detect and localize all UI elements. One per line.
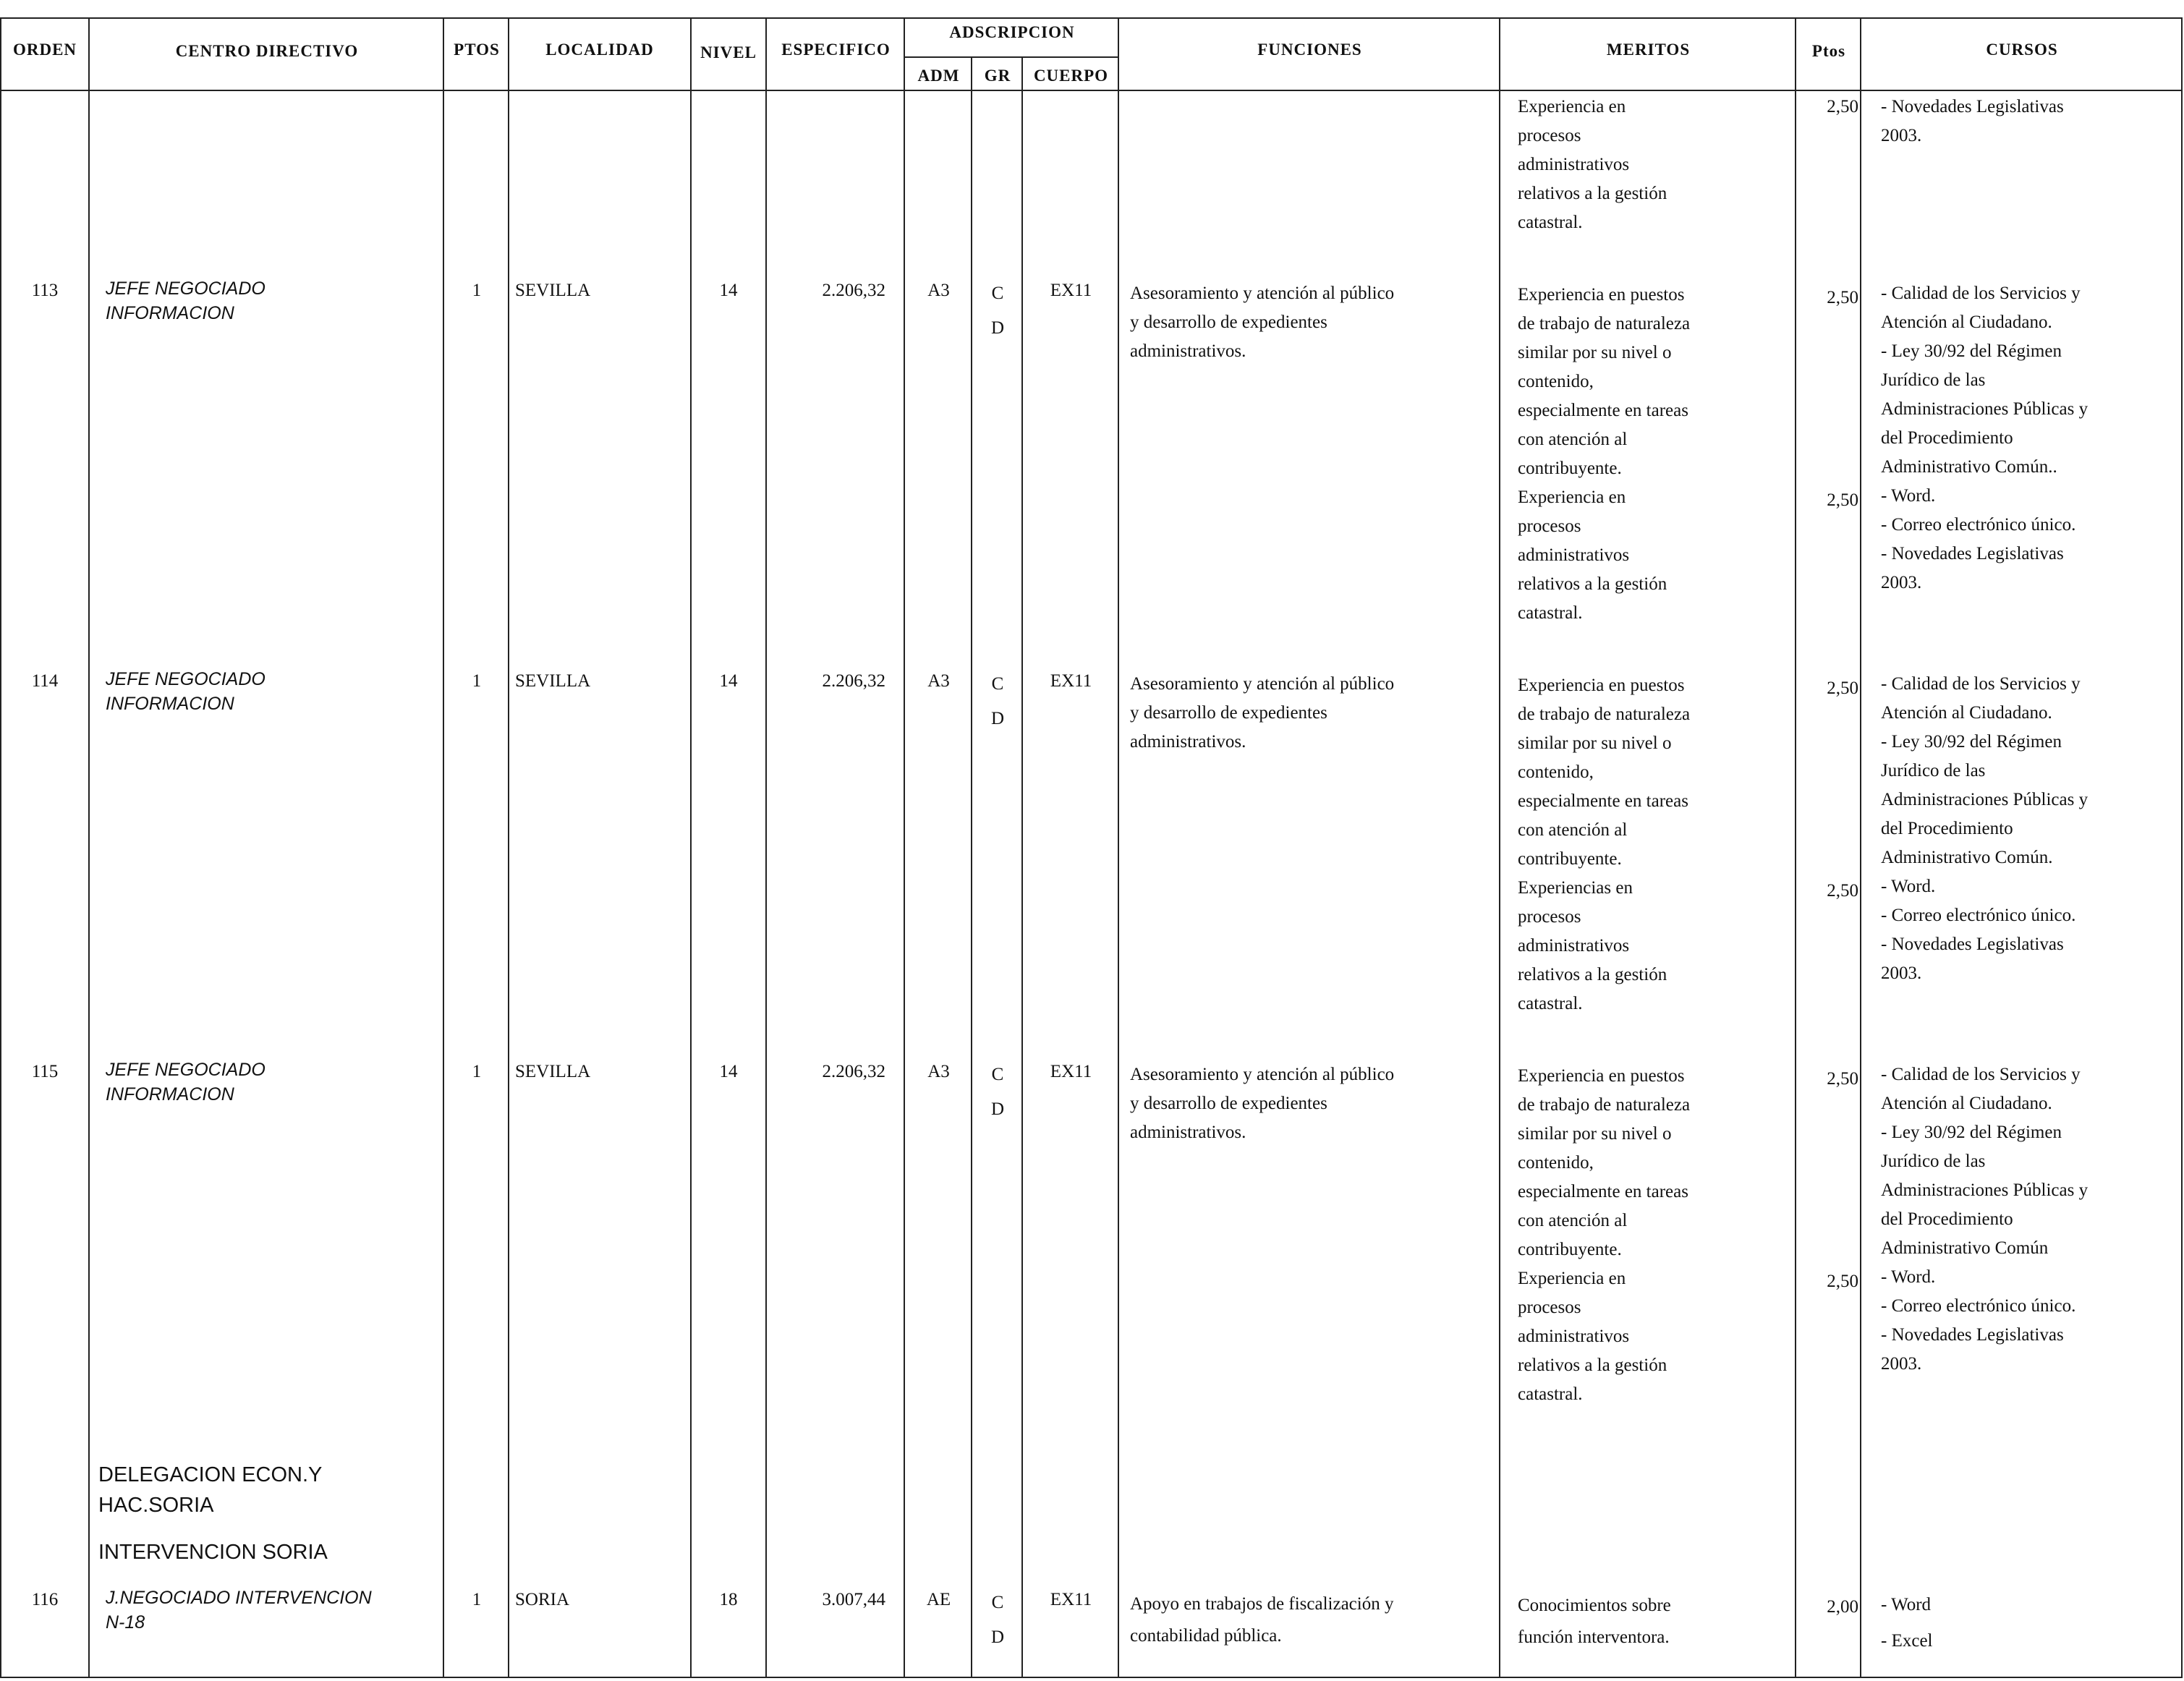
- header-centro: CENTRO DIRECTIVO: [175, 42, 359, 60]
- text-line: relativos a la gestión: [1518, 1356, 1667, 1375]
- ptos-meritos-cell: 2,50: [1827, 881, 1858, 901]
- text-line: y desarrollo de expedientes: [1130, 703, 1327, 723]
- text-line: Experiencia en puestos: [1518, 285, 1685, 305]
- column-border: [2181, 17, 2183, 1678]
- table-top-border: [0, 17, 2183, 19]
- column-border: [508, 17, 509, 1678]
- text-line: - Excel: [1881, 1631, 1933, 1651]
- header-cuerpo: CUERPO: [1033, 67, 1109, 85]
- column-border: [1499, 17, 1500, 1678]
- ptos-meritos-cell: 2,00: [1827, 1597, 1858, 1617]
- text-line: - Novedades Legislativas: [1881, 544, 2064, 563]
- text-line: JEFE NEGOCIADO: [106, 669, 265, 689]
- text-line: Apoyo en trabajos de fiscalización y: [1130, 1594, 1394, 1614]
- header-gr: GR: [984, 67, 1011, 85]
- text-line: de trabajo de naturaleza: [1518, 1095, 1691, 1115]
- text-line: Experiencia en puestos: [1518, 1066, 1685, 1086]
- text-line: procesos: [1518, 126, 1581, 145]
- text-line: y desarrollo de expedientes: [1130, 1094, 1327, 1113]
- text-line: contenido,: [1518, 1153, 1594, 1173]
- nivel-cell: 14: [719, 1062, 738, 1081]
- header-orden: ORDEN: [12, 41, 77, 59]
- ptos-meritos-cell: 2,50: [1827, 678, 1858, 698]
- text-line: y desarrollo de expedientes: [1130, 312, 1327, 332]
- text-line: contribuyente.: [1518, 459, 1622, 478]
- section-delegacion: [98, 1460, 322, 1520]
- centro-cell: [106, 276, 265, 325]
- ptos-meritos-cell: 2,50: [1827, 288, 1858, 307]
- text-line: procesos: [1518, 1298, 1581, 1317]
- ptos-cell: 1: [472, 671, 482, 691]
- header-cursos: CURSOS: [1986, 41, 2058, 59]
- orden-cell: 116: [31, 1590, 59, 1609]
- text-line: especialmente en tareas: [1518, 791, 1688, 811]
- text-line: - Word.: [1881, 486, 1936, 506]
- orden-cell: 114: [31, 671, 59, 691]
- carryover-meritos: [1518, 93, 1667, 237]
- text-line: J.NEGOCIADO INTERVENCION: [106, 1588, 372, 1608]
- gr-cell: [972, 276, 1023, 346]
- especifico-cell: 2.206,32: [822, 1062, 885, 1081]
- nivel-cell: 14: [719, 281, 738, 300]
- table-bottom-border: [0, 1677, 2183, 1678]
- text-line: función interventora.: [1518, 1627, 1670, 1647]
- localidad-cell: SEVILLA: [515, 281, 591, 300]
- especifico-cell: 3.007,44: [822, 1590, 885, 1609]
- text-line: - Calidad de los Servicios y: [1881, 284, 2081, 303]
- text-line: Administrativo Común.: [1881, 848, 2053, 867]
- text-line: especialmente en tareas: [1518, 1182, 1688, 1201]
- text-line: C: [991, 284, 1004, 303]
- text-line: del Procedimiento: [1881, 819, 2013, 838]
- column-border: [1860, 17, 1861, 1678]
- header-adscripcion: ADSCRIPCION: [949, 23, 1075, 41]
- text-line: de trabajo de naturaleza: [1518, 705, 1691, 724]
- text-line: D: [990, 709, 1005, 728]
- text-line: - Correo electrónico único.: [1881, 515, 2076, 535]
- text-line: contribuyente.: [1518, 1240, 1622, 1259]
- text-line: relativos a la gestión: [1518, 574, 1667, 594]
- text-line: contenido,: [1518, 372, 1594, 391]
- text-line: 2003.: [1881, 573, 1922, 592]
- column-border: [690, 17, 692, 1678]
- text-line: con atención al: [1518, 430, 1628, 449]
- ptos-cell: 1: [472, 1590, 482, 1609]
- text-line: catastral.: [1518, 994, 1583, 1013]
- nivel-cell: 14: [719, 671, 738, 691]
- column-border: [1118, 17, 1119, 1678]
- text-line: - Calidad de los Servicios y: [1881, 674, 2081, 694]
- text-line: relativos a la gestión: [1518, 184, 1667, 203]
- header-funciones: FUNCIONES: [1257, 41, 1362, 59]
- text-line: similar por su nivel o: [1518, 733, 1672, 753]
- text-line: - Ley 30/92 del Régimen: [1881, 732, 2062, 752]
- nivel-cell: 18: [719, 1590, 738, 1609]
- text-line: catastral.: [1518, 1384, 1583, 1404]
- text-line: catastral.: [1518, 213, 1583, 232]
- text-line: D: [990, 1099, 1005, 1119]
- text-line: contribuyente.: [1518, 849, 1622, 869]
- text-line: del Procedimiento: [1881, 428, 2013, 448]
- text-line: - Correo electrónico único.: [1881, 906, 2076, 925]
- text-line: C: [991, 674, 1004, 694]
- text-line: - Correo electrónico único.: [1881, 1296, 2076, 1316]
- text-line: 2003.: [1881, 963, 1922, 983]
- especifico-cell: 2.206,32: [822, 671, 885, 691]
- text-line: JEFE NEGOCIADO: [106, 1060, 265, 1080]
- text-line: - Ley 30/92 del Régimen: [1881, 1123, 2062, 1142]
- header-nivel: NIVEL: [700, 43, 757, 61]
- centro-cell: [106, 1057, 265, 1107]
- text-line: Atención al Ciudadano.: [1881, 703, 2052, 723]
- carryover-cursos: [1881, 93, 2064, 150]
- header-meritos: MERITOS: [1606, 41, 1691, 59]
- text-line: Administrativo Común..: [1881, 457, 2057, 477]
- ptos-meritos-cell: 2,50: [1827, 490, 1858, 510]
- text-line: Atención al Ciudadano.: [1881, 1094, 2052, 1113]
- text-line: 2003.: [1881, 126, 1922, 145]
- text-line: - Novedades Legislativas: [1881, 935, 2064, 954]
- text-line: similar por su nivel o: [1518, 1124, 1672, 1144]
- text-line: - Word.: [1881, 1267, 1936, 1287]
- text-line: C: [991, 1593, 1004, 1612]
- header-localidad: LOCALIDAD: [545, 41, 654, 59]
- cursos-cell: [1881, 1060, 2088, 1379]
- ptos-cell: 1: [472, 281, 482, 300]
- text-line: administrativos: [1518, 155, 1630, 174]
- text-line: Asesoramiento y atención al público: [1130, 284, 1395, 303]
- text-line: del Procedimiento: [1881, 1209, 2013, 1229]
- text-line: catastral.: [1518, 603, 1583, 623]
- text-line: INFORMACION: [106, 303, 234, 323]
- text-line: administrativos: [1518, 936, 1630, 956]
- funciones-cell: [1130, 670, 1394, 757]
- localidad-cell: SEVILLA: [515, 671, 591, 691]
- especifico-cell: 2.206,32: [822, 281, 885, 300]
- adm-cell: A3: [927, 671, 950, 691]
- text-line: procesos: [1518, 907, 1581, 927]
- funciones-cell: [1130, 1060, 1394, 1147]
- text-line: de trabajo de naturaleza: [1518, 314, 1691, 333]
- text-line: D: [990, 1627, 1005, 1647]
- text-line: contenido,: [1518, 762, 1594, 782]
- adm-cell: A3: [927, 281, 950, 300]
- header-adm: ADM: [917, 67, 960, 85]
- text-line: Experiencia en puestos: [1518, 676, 1685, 695]
- text-line: Atención al Ciudadano.: [1881, 312, 2052, 332]
- column-border: [443, 17, 444, 1678]
- text-line: JEFE NEGOCIADO: [106, 278, 265, 299]
- text-line: Conocimientos sobre: [1518, 1596, 1671, 1615]
- cursos-cell: [1881, 1587, 1932, 1659]
- text-line: Administrativo Común: [1881, 1238, 2049, 1258]
- meritos-cell: [1518, 1062, 1690, 1409]
- meritos-cell: [1518, 1590, 1671, 1654]
- cuerpo-cell: EX11: [1050, 671, 1092, 691]
- text-line: Experiencia en: [1518, 97, 1626, 116]
- text-line: Experiencia en: [1518, 1269, 1626, 1288]
- text-line: con atención al: [1518, 820, 1628, 840]
- text-line: Administraciones Públicas y: [1881, 1180, 2089, 1200]
- text-line: similar por su nivel o: [1518, 343, 1672, 362]
- localidad-cell: SORIA: [515, 1590, 570, 1609]
- text-line: Jurídico de las: [1881, 761, 1986, 780]
- text-line: Administraciones Públicas y: [1881, 790, 2089, 809]
- ptos-cell: 1: [472, 1062, 482, 1081]
- cursos-cell: [1881, 670, 2088, 988]
- cuerpo-cell: EX11: [1050, 281, 1092, 300]
- column-border: [1795, 17, 1796, 1678]
- carryover-ptos: 2,50: [1827, 97, 1858, 116]
- cursos-cell: [1881, 279, 2088, 597]
- text-line: INFORMACION: [106, 1084, 234, 1105]
- column-border: [765, 17, 767, 1678]
- text-line: Asesoramiento y atención al público: [1130, 674, 1395, 694]
- text-line: D: [990, 318, 1005, 338]
- text-line: - Calidad de los Servicios y: [1881, 1065, 2081, 1084]
- ptos-meritos-cell: 2,50: [1827, 1069, 1858, 1089]
- header-especifico: ESPECIFICO: [781, 41, 891, 59]
- text-line: Experiencias en: [1518, 878, 1633, 898]
- ptos-meritos-cell: 2,50: [1827, 1272, 1858, 1291]
- cuerpo-cell: EX11: [1050, 1062, 1092, 1081]
- column-border: [0, 17, 1, 1678]
- text-line: Experiencia en: [1518, 488, 1626, 507]
- orden-cell: 113: [31, 281, 59, 300]
- funciones-cell: [1130, 279, 1394, 366]
- text-line: Jurídico de las: [1881, 1152, 1986, 1171]
- text-line: - Word.: [1881, 877, 1936, 896]
- centro-cell: [106, 1586, 372, 1635]
- text-line: - Ley 30/92 del Régimen: [1881, 341, 2062, 361]
- text-line: - Novedades Legislativas: [1881, 1325, 2064, 1345]
- column-border: [88, 17, 90, 1678]
- text-line: N-18: [106, 1612, 145, 1633]
- gr-cell: [972, 1057, 1023, 1127]
- text-line: procesos: [1518, 516, 1581, 536]
- header-ptos-meritos: Ptos: [1811, 42, 1846, 60]
- text-line: contabilidad pública.: [1130, 1626, 1282, 1646]
- text-line: administrativos.: [1130, 732, 1246, 752]
- text-line: Jurídico de las: [1881, 370, 1986, 390]
- gr-cell: [972, 667, 1023, 736]
- section-intervencion: INTERVENCION SORIA: [98, 1541, 328, 1564]
- text-line: INFORMACION: [106, 694, 234, 714]
- text-line: Administraciones Públicas y: [1881, 399, 2089, 419]
- text-line: administrativos: [1518, 1327, 1630, 1346]
- text-line: - Word: [1881, 1595, 1932, 1614]
- adm-cell: AE: [926, 1590, 951, 1609]
- gr-cell: [972, 1586, 1023, 1655]
- text-line: HAC.SORIA: [98, 1494, 214, 1517]
- funciones-cell: [1130, 1588, 1393, 1652]
- orden-cell: 115: [31, 1062, 59, 1081]
- text-line: relativos a la gestión: [1518, 965, 1667, 984]
- text-line: DELEGACION ECON.Y: [98, 1463, 323, 1486]
- adm-cell: A3: [927, 1062, 950, 1081]
- cuerpo-cell: EX11: [1050, 1590, 1092, 1609]
- text-line: administrativos.: [1130, 1123, 1246, 1142]
- text-line: - Novedades Legislativas: [1881, 97, 2064, 116]
- header-ptos: PTOS: [454, 41, 500, 59]
- meritos-cell: [1518, 671, 1690, 1018]
- adscripcion-divider: [905, 56, 1119, 58]
- text-line: Asesoramiento y atención al público: [1130, 1065, 1395, 1084]
- text-line: con atención al: [1518, 1211, 1628, 1230]
- text-line: administrativos: [1518, 545, 1630, 565]
- text-line: administrativos.: [1130, 341, 1246, 361]
- text-line: especialmente en tareas: [1518, 401, 1688, 420]
- header-bottom-border: [0, 90, 2183, 91]
- text-line: C: [991, 1065, 1004, 1084]
- centro-cell: [106, 667, 265, 716]
- text-line: 2003.: [1881, 1354, 1922, 1374]
- meritos-cell: [1518, 281, 1690, 628]
- column-border: [904, 17, 905, 1678]
- localidad-cell: SEVILLA: [515, 1062, 591, 1081]
